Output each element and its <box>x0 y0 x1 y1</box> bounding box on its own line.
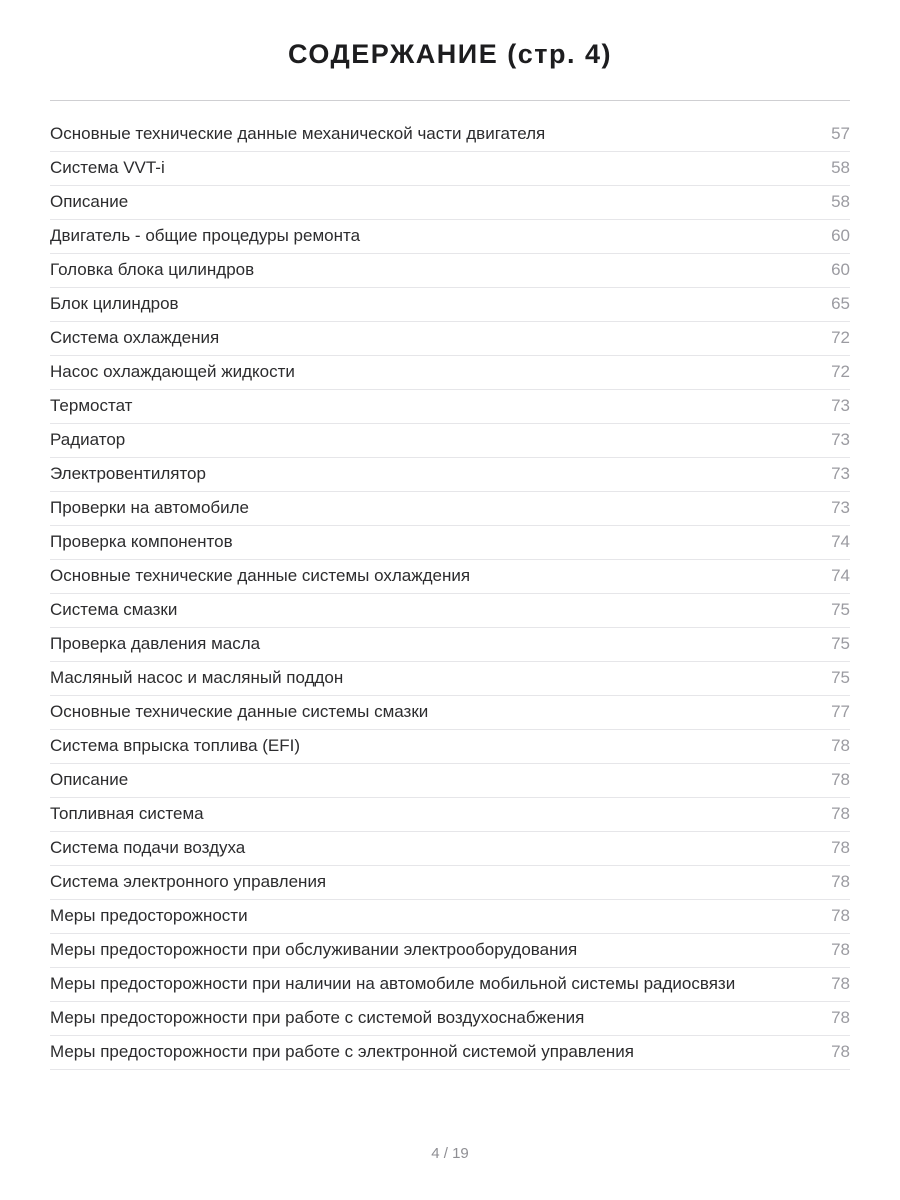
toc-row <box>50 832 850 866</box>
toc-row <box>50 968 850 1002</box>
toc-row <box>50 1036 850 1070</box>
toc-entry-page: 73 <box>831 430 850 449</box>
toc-entry-label: Радиатор <box>50 430 126 449</box>
toc-entry-label: Термостат <box>50 396 133 415</box>
toc-entry-label: Основные технические данные системы смазки <box>50 702 429 721</box>
toc-entry-label: Основные технические данные системы охлаждения <box>50 566 471 585</box>
toc-row <box>50 628 850 662</box>
toc-entry-page: 73 <box>831 498 850 517</box>
toc-entry-label: Основные технические данные механической части двигателя <box>50 124 546 143</box>
toc-entry-label: Описание <box>50 192 129 211</box>
toc-entry-page: 78 <box>831 770 850 789</box>
toc-row <box>50 662 850 696</box>
toc-entry-page: 77 <box>831 702 850 721</box>
toc-entry-label: Блок цилиндров <box>50 294 179 313</box>
toc-entry-label: Электровентилятор <box>50 464 206 483</box>
toc-row <box>50 764 850 798</box>
title-divider <box>50 100 850 101</box>
toc-entry-label: Система электронного управления <box>50 872 327 891</box>
toc-entry-page: 78 <box>831 872 850 891</box>
toc-entry-label: Масляный насос и масляный поддон <box>50 668 344 687</box>
toc-row <box>50 390 850 424</box>
toc-row <box>50 560 850 594</box>
toc-entry-label: Проверка давления масла <box>50 634 261 653</box>
toc-row <box>50 1002 850 1036</box>
toc-entry-label: Насос охлаждающей жидкости <box>50 362 295 381</box>
toc-entry-page: 73 <box>831 464 850 483</box>
toc-row <box>50 900 850 934</box>
toc-entry-page: 78 <box>831 1042 850 1061</box>
toc-row <box>50 186 850 220</box>
toc-row <box>50 356 850 390</box>
toc-row <box>50 118 850 152</box>
toc-entry-label: Топливная система <box>50 804 204 823</box>
toc-row <box>50 492 850 526</box>
toc-entry-page: 78 <box>831 804 850 823</box>
toc-entry-label: Двигатель - общие процедуры ремонта <box>50 226 361 245</box>
toc-entry-page: 75 <box>831 668 850 687</box>
toc-row <box>50 322 850 356</box>
toc-row <box>50 730 850 764</box>
toc-entry-label: Система VVT-i <box>50 158 165 177</box>
toc-entry-page: 78 <box>831 974 850 993</box>
toc-row <box>50 458 850 492</box>
toc-entry-page: 74 <box>831 566 850 585</box>
toc-entry-label: Описание <box>50 770 129 789</box>
toc-entry-page: 75 <box>831 600 850 619</box>
toc-entry-label: Меры предосторожности при наличии на автомобиле мобильной системы радиосвязи <box>50 974 736 993</box>
toc-row <box>50 866 850 900</box>
toc-entry-page: 58 <box>831 192 850 211</box>
toc-row <box>50 798 850 832</box>
toc-entry-label: Головка блока цилиндров <box>50 260 255 279</box>
toc-entry-page: 60 <box>831 260 850 279</box>
toc-entry-page: 78 <box>831 940 850 959</box>
toc-entry-label: Проверки на автомобиле <box>50 498 250 517</box>
toc-entry-label: Система впрыска топлива (EFI) <box>50 736 301 755</box>
toc-entry-label: Система подачи воздуха <box>50 838 246 857</box>
toc-entry-label: Меры предосторожности при работе с системой воздухоснабжения <box>50 1008 585 1027</box>
toc-entry-label: Проверка компонентов <box>50 532 233 551</box>
toc-entry-page: 72 <box>831 362 850 381</box>
toc-entry-label: Меры предосторожности при работе с электронной системой управления <box>50 1042 634 1061</box>
toc-entry-page: 73 <box>831 396 850 415</box>
toc-row <box>50 594 850 628</box>
toc-row <box>50 934 850 968</box>
toc-row <box>50 526 850 560</box>
toc-row <box>50 152 850 186</box>
toc-entry-page: 57 <box>831 124 850 143</box>
toc-entry-page: 78 <box>831 906 850 925</box>
toc-entry-page: 78 <box>831 736 850 755</box>
toc-row <box>50 696 850 730</box>
toc-entry-page: 58 <box>831 158 850 177</box>
toc-entry-page: 78 <box>831 1008 850 1027</box>
toc-entry-label: Система охлаждения <box>50 328 220 347</box>
toc-entry-label: Меры предосторожности при обслуживании электрооборудования <box>50 940 578 959</box>
toc-row <box>50 288 850 322</box>
toc-entry-label: Система смазки <box>50 600 178 619</box>
page-title: СОДЕРЖАНИЕ (стр. 4) <box>288 39 612 69</box>
toc-entry-label: Меры предосторожности <box>50 906 248 925</box>
toc-entry-page: 65 <box>831 294 850 313</box>
toc-entry-page: 74 <box>831 532 850 551</box>
page-number-indicator: 4 / 19 <box>431 1145 469 1162</box>
toc-row <box>50 424 850 458</box>
toc-entry-page: 60 <box>831 226 850 245</box>
toc-row <box>50 220 850 254</box>
toc-row <box>50 254 850 288</box>
toc-entry-page: 72 <box>831 328 850 347</box>
toc-entry-page: 78 <box>831 838 850 857</box>
toc-entry-page: 75 <box>831 634 850 653</box>
toc-list <box>50 118 850 1070</box>
